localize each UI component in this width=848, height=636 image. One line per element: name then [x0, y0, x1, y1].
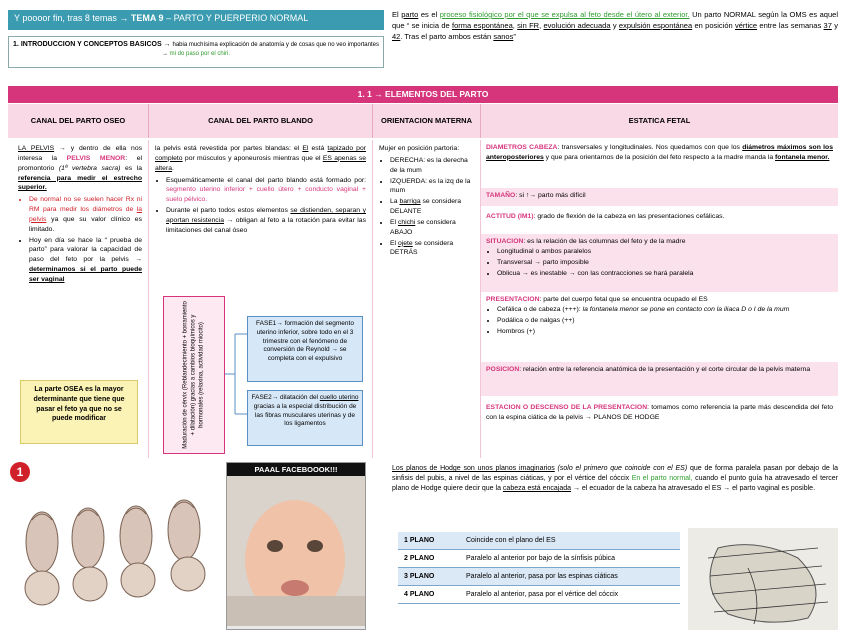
presentacion-bullet-2: • Podálica o de nalgas (++): [497, 316, 833, 326]
intro-note: habia muchísima explicación de anatomía y de cosas que no veo importantes →: [161, 42, 379, 58]
column-oseo: [8, 140, 149, 458]
header-title-prefix: Y poooor fin, tras 8 temas →: [14, 13, 131, 23]
def-text: ,: [512, 20, 518, 30]
oseo-highlight-box: [20, 380, 138, 444]
def-sanos: sanos: [493, 31, 514, 41]
definition-paragraph: [392, 10, 838, 70]
hodge-green: En el parto normal,: [631, 475, 693, 483]
blando-bullet-2-text: Durante el parto todos estos elementos: [166, 207, 291, 215]
hodge-text: → el ecuador de la cabeza ha atravesado el ES → el parto vaginal es posible.: [571, 485, 816, 493]
oseo-bullets: [18, 195, 142, 285]
def-sinfr: sin FR: [517, 20, 540, 30]
orientacion-bullet-4: [390, 218, 474, 238]
def-text: y: [831, 20, 838, 30]
oseo-highlight-text: La parte OSEA es la mayor determinante que tiene que pasar el feto ya que no se puede modificar: [33, 386, 125, 423]
estatica-tamano: [481, 188, 838, 206]
oseo-bullet-2: [29, 236, 142, 285]
blando-tapizado: tapizado por completo: [155, 145, 366, 162]
estatica-text: : transversales y longitudinales. Nos quedamos con que los: [557, 144, 743, 151]
oseo-bullet-1: [29, 195, 142, 234]
def-s37: 37: [823, 20, 832, 30]
fase1-text: FASE1→ formación del segmento uterino inferior, sobre todo en el 3 trimestre con el fenómeno de conversión de Reynold → se completa con el expulsivo: [256, 320, 354, 363]
hodge-table-body: [398, 532, 680, 604]
blando-bullet-1: [166, 176, 366, 206]
orientacion-text: se considera DETRÁS: [390, 239, 454, 257]
orientacion-bullet-5: [390, 239, 474, 259]
orientacion-text: se considera DELANTE: [390, 198, 462, 216]
oseo-pelvis-menor: PELVIS MENOR: [66, 154, 126, 162]
estatica-estacion: [481, 400, 838, 436]
estatica-posicion-label: POSICION: [486, 366, 520, 373]
column-blando: [149, 140, 373, 458]
estatica-situacion-text: : es la relación de las columnas del feto y de la madre: [523, 238, 686, 245]
col-head-orientacion-label: ORIENTACION MATERNA: [381, 116, 472, 126]
col-head-oseo-label: CANAL DEL PARTO OSEO: [30, 116, 126, 126]
oseo-bullet-1-pelvis: la pelvis: [29, 206, 142, 223]
hodge-row-text: Paralelo al anterior, pasa por las espinas ciáticas: [460, 568, 680, 586]
blando-text: está: [308, 145, 328, 152]
estatica-posicion-text: : relación entre la referencia anatómica de la presentación y el corte circular de la pelvis materna: [519, 366, 811, 373]
def-proceso: proceso fisiológico por el que se expulsa al feto desde el útero al exterior.: [439, 10, 690, 19]
oseo-intro: [18, 144, 142, 193]
col-head-blando: [149, 104, 373, 138]
estatica-diametros-u1: diámetros máximos son los anteroposteriores: [486, 144, 833, 161]
estatica-diametros-u2: fontanela menor.: [775, 153, 830, 161]
blando-bullet-2-end: → obligan al feto a la rotación para evitar las limitaciones del canal óseo: [166, 216, 366, 234]
number-badge: [10, 462, 30, 482]
estatica-actitud-label: ACTITUD (IM1): [486, 213, 534, 220]
orientacion-chichi: chichi: [397, 218, 416, 226]
oseo-text-italic: (1ª vertebra sacra): [58, 164, 121, 172]
hodge-row-text: Paralelo al anterior, pasa por el vértice del cóccix: [460, 586, 680, 604]
def-text: . Tras el parto ambos están: [400, 31, 494, 41]
estatica-posicion: [481, 362, 838, 396]
orientacion-text: La: [390, 198, 400, 206]
baby-photo: [226, 462, 366, 630]
presentacion-bullet-1: [497, 305, 833, 315]
estatica-actitud: [481, 206, 838, 230]
intro-box: [8, 36, 384, 68]
def-text: Un parto NORMAL según la OMS es aquel que “ se inicia de: [392, 10, 838, 30]
orientacion-bullet-3: [390, 197, 474, 217]
estatica-presentacion-label: PRESENTACION: [486, 296, 540, 303]
def-vertice: vértice: [735, 20, 758, 30]
situacion-bullet-3: • Oblicua → es inestable → con las contracciones se hará paralela: [497, 269, 833, 279]
hodge-row: [398, 550, 680, 568]
maduracion-box: [163, 296, 225, 454]
def-expulsion: expulsión espontánea: [618, 20, 693, 30]
header-title-bold: TEMA 9: [130, 13, 164, 23]
def-text: entre las semanas: [757, 20, 824, 30]
situacion-bullet-2: • Transversal → parto imposible: [497, 258, 833, 268]
orientacion-ojete: ojete: [397, 239, 413, 247]
hodge-row-label: 1 PLANO: [398, 532, 460, 550]
number-badge-label: 1: [16, 465, 24, 479]
estatica-situacion-label: SITUACION: [486, 238, 524, 245]
hodge-u2: cabeza está encajada: [502, 485, 572, 493]
header-bar: [8, 10, 384, 30]
blando-intro: [155, 144, 366, 174]
col-head-estatica: [481, 104, 838, 138]
fase1-box: [247, 316, 363, 382]
blando-el: El: [302, 145, 309, 152]
blando-bullet-1-text: Esquemáticamente el canal del parto blando está formado por:: [166, 176, 366, 184]
estatica-diametros: [481, 140, 838, 186]
section-title-bar: [8, 86, 838, 103]
oseo-text: → y dentro de ella nos interesa la: [18, 145, 142, 162]
hodge-row-label: 3 PLANO: [398, 568, 460, 586]
situacion-bullet-1: • Longitudinal o ambos paralelos: [497, 247, 833, 257]
col-head-orientacion: [373, 104, 481, 138]
def-text: El: [392, 10, 402, 19]
estatica-situacion: [481, 234, 838, 292]
fase2-box: [247, 390, 363, 446]
baby-face-image: [227, 476, 365, 626]
hodge-row-text: Paralelo al anterior por bajo de la sínfisis púbica: [460, 550, 680, 568]
def-text: ”: [513, 31, 516, 41]
pelvis-hodge-diagram: [688, 528, 838, 630]
estatica-estacion-text: : tomamos como referencia la parte más descendida del feto con la espina ciática de la pelvis → PLANOS DE HODGE: [486, 404, 833, 421]
blando-bullet-2-underline: se distienden, separan y aportan resistencia: [166, 207, 366, 224]
blando-text: por músculos y aponeurosis mientras que el: [182, 154, 323, 162]
bracket-connector: [225, 316, 247, 426]
estatica-situacion-bullets: [486, 247, 833, 279]
oseo-bullet-1-text: De normal no se suelen hacer Rx ni RM para medir los diámetros de: [29, 196, 142, 214]
orientacion-bullet-1: • DERECHA: es la derecha de la mum: [390, 156, 474, 176]
oseo-pelvis: LA PELVIS: [18, 145, 55, 152]
orientacion-text: El: [390, 218, 398, 226]
blando-bullet-1-pink: segmento uterino inferior + cuello útero + conducto vaginal + suelo pélvico.: [166, 186, 366, 204]
col-head-estatica-label: ESTATICA FETAL: [628, 116, 691, 126]
blando-bullets: [155, 176, 366, 236]
fetal-rotation-illustration: [14, 480, 214, 630]
def-evolucion: evolución adecuada: [543, 20, 611, 30]
hodge-text: cuando el punto guía ha atravesado el tercer plano de Hodge quiere decir que la: [392, 475, 838, 493]
def-text: en posición: [692, 20, 735, 30]
blando-text: la pelvis está revestida por partes blandas: el: [155, 145, 303, 152]
column-orientacion: [373, 140, 481, 458]
estatica-tamano-label: TAMAÑO: [486, 192, 516, 199]
def-parto: parto: [401, 10, 419, 19]
oseo-bullet-1-end: ya que su valor clínico es limitado.: [29, 215, 142, 233]
def-s42: 42: [392, 31, 401, 41]
presentacion-bullet-3: • Hombros (+): [497, 327, 833, 337]
estatica-presentacion-text: : parte del cuerpo fetal que se encuentra ocupado el ES: [539, 296, 708, 303]
estatica-presentacion: [481, 292, 838, 362]
hodge-row-label: 2 PLANO: [398, 550, 460, 568]
intro-title: 1. INTRODUCCION Y CONCEPTOS BASICOS →: [13, 41, 173, 48]
orientacion-text: El: [390, 239, 398, 247]
hodge-row: [398, 532, 680, 550]
orientacion-bullets: [379, 156, 474, 258]
oseo-bullet-2-underline: determinamos si el parto puede ser vaginal: [29, 266, 142, 283]
def-forma: forma espontánea: [452, 20, 513, 30]
hodge-u1: Los planos de Hodge son unos planos imaginarios: [392, 465, 555, 472]
oseo-referencia: referencia para medir el estrecho superior.: [18, 174, 142, 192]
oseo-text: : el promontorio: [18, 154, 142, 172]
def-text: es el: [418, 10, 440, 19]
section-title: 1. 1 → ELEMENTOS DEL PARTO: [357, 89, 489, 99]
hodge-row: [398, 568, 680, 586]
orientacion-text: se considera ABAJO: [390, 218, 456, 236]
def-text: y: [610, 20, 619, 30]
fase2-underline: cuello uterino: [319, 394, 359, 401]
orientacion-intro: Mujer en posición partoria:: [379, 145, 460, 152]
hodge-table: [398, 532, 680, 604]
oseo-bullet-2-text: Hoy en día se hace la “ prueba de parto” para valorar la capacidad de paso del feto por la pelvis →: [29, 236, 142, 264]
estatica-actitud-text: : grado de flexión de la cabeza en las presentaciones cefálicas.: [533, 213, 725, 220]
estatica-estacion-label: ESTACION O DESCENSO DE LA PRESENTACION: [486, 404, 648, 411]
blando-es: ES apenas se altera: [155, 154, 366, 172]
hodge-row: [398, 586, 680, 604]
presentacion-bullet-1-text: Cefálica o de cabeza (+++):: [497, 305, 583, 313]
fase2-text-end: gracias a la especial distribución de las fibras musculares uterinas y de los ligamentos: [253, 402, 357, 428]
blando-bullet-2: [166, 206, 366, 236]
hodge-text: que de forma paralela pasan por debajo de la sinfisis del pubis, a nivel de las espinas ciáticas, y por el vértice del cóccix: [392, 465, 839, 483]
blando-text: .: [172, 164, 174, 172]
presentacion-bullet-1-italic: la fontanela menor se pone en contacto con la iliaca D o I de la mum: [582, 305, 790, 313]
hodge-paragraph: [392, 464, 838, 526]
estatica-presentacion-bullets: [486, 305, 833, 337]
orientacion-bullet-2: • IZQUERDA: es la izq de la mum: [390, 177, 474, 197]
orientacion-barriga: barriga: [399, 198, 421, 206]
header-title-suffix: – PARTO Y PUERPERIO NORMAL: [163, 13, 309, 23]
intro-note-green: mi do paso por el chiri.: [169, 51, 231, 58]
oseo-text: es la: [120, 164, 142, 172]
photo-caption-text: PAAAL FACEBOOOK!!!: [254, 465, 338, 474]
col-head-oseo: [8, 104, 149, 138]
estatica-diametros-label: DIAMETROS CABEZA: [486, 144, 558, 151]
hodge-row-text: Coincide con el plano del ES: [460, 532, 680, 550]
col-head-blando-label: CANAL DEL PARTO BLANDO: [208, 116, 313, 126]
hodge-i1: (solo el primero que coincide con el ES): [554, 465, 688, 472]
maduracion-text: Maduración de cérvix (Reblandecimiento + borramiento + dilatación) gracias a cambios bioquímicos y hormonales (relaxina, actividad miocito): [182, 301, 204, 449]
hodge-row-label: 4 PLANO: [398, 586, 460, 604]
fase2-text: FASE2→ dilatación del: [251, 394, 320, 401]
def-text: ,: [539, 20, 544, 30]
estatica-text: y que para orientarnos de la posición del feto respecto a la madre manda la: [543, 153, 776, 161]
photo-caption: [227, 463, 365, 476]
column-estatica: [481, 140, 838, 458]
estatica-tamano-text: : si ↑→ parto más difícil: [515, 192, 586, 199]
